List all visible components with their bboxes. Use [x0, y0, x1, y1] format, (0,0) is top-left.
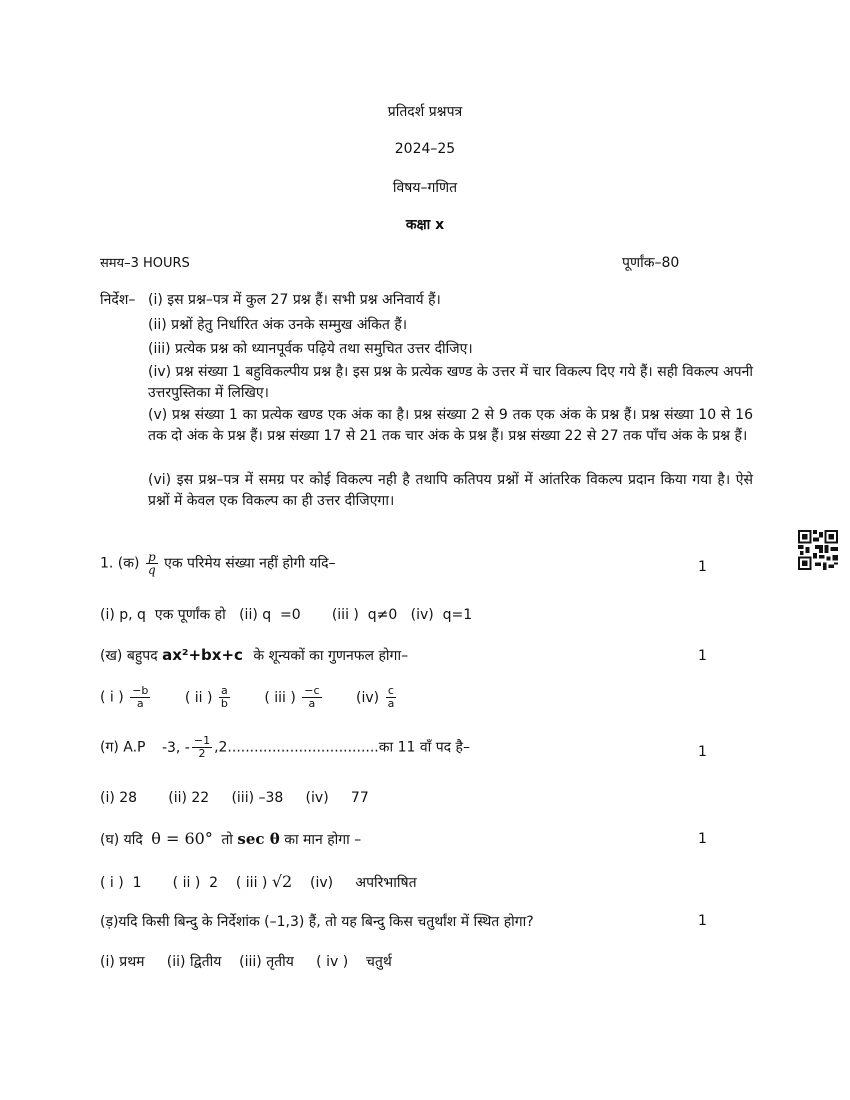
question-marks: 1 — [698, 913, 707, 929]
max-marks-label: पूर्णांक–80 — [622, 255, 680, 271]
paper-class: कक्षा x — [405, 217, 445, 233]
question-options: (i) प्रथम (ii) द्वितीय (iii) तृतीय ( iv ) चतुर्थ — [100, 954, 392, 970]
question-options — [100, 872, 417, 892]
option-label: ( i ) — [100, 689, 124, 706]
option-fraction: $\frac{a}{b}$ — [220, 684, 228, 710]
question-1d — [100, 829, 361, 849]
qr-code-icon — [798, 530, 838, 570]
option-text: (iv) अपरिभाषित — [310, 875, 417, 891]
theta-expression: θ = 60° — [151, 829, 213, 848]
question-prefix: (ख) बहुपद — [100, 648, 158, 664]
question-options: (i) 28 (ii) 22 (iii) –38 (iv) 77 — [100, 790, 369, 806]
option-label: (iv) — [356, 689, 380, 706]
instruction-item: (i) इस प्रश्न–पत्र में कुल 27 प्रश्न हैं। सभी प्रश्न अनिवार्य हैं। — [148, 292, 441, 308]
option-fraction: $\frac{c}{a}$ — [387, 684, 395, 710]
question-1a — [100, 551, 336, 576]
question-1c — [100, 735, 470, 760]
instruction-item: (ii) प्रश्नों हेतु निर्धारित अंक उनके सम्मुख अंकित हैं। — [148, 317, 408, 333]
paper-subject: विषय–गणित — [392, 180, 458, 196]
instruction-item: (iii) प्रत्येक प्रश्न को ध्यानपूर्वक पढ़िये तथा समुचित उत्तर दीजिए। — [148, 341, 473, 357]
instruction-item: (v) प्रश्न संख्या 1 का प्रत्येक खण्ड एक अंक का है। प्रश्न संख्या 2 से 9 तक एक अंक के प्रश्न हैं। प्रश्न संख्या 10 से 16 तक दो अंक के प्रश्न हैं। प्रश्न संख्या 17 से 21 तक चार अंक के प्रश्न हैं। प्रश्न संख्या 22 से 27 तक पाँच अंक के प्रश्न हैं। — [148, 407, 753, 444]
question-marks: 1 — [698, 831, 707, 847]
fraction-p-q: $\frac{p}{q}$ — [147, 550, 156, 577]
instructions-label: निर्देश– — [100, 292, 136, 308]
question-1e: (ड़)यदि किसी बिन्दु के निर्देशांक (–1,3) हैं, तो यह बिन्दु किस चतुर्थांश में स्थित होगा? — [100, 914, 534, 930]
question-connector: तो — [221, 832, 233, 848]
question-prefix: (ग) A.P — [100, 739, 146, 756]
question-marks: 1 — [698, 559, 707, 575]
question-text: के शून्यकों का गुणनफल होगा– — [253, 648, 409, 664]
option-fraction: $\frac{-c}{a}$ — [304, 684, 320, 710]
polynomial-expression: ax²+bx+c — [162, 646, 243, 664]
sequence-fraction: $\frac{-1}{2}$ — [193, 734, 211, 760]
option-label: ( iii ) — [264, 689, 296, 706]
instruction-item: (iv) प्रश्न संख्या 1 बहुविकल्पीय प्रश्न है। इस प्रश्न के प्रत्येक खण्ड के उत्तर में चार विकल्प दिए गये हैं। सही विकल्प अपनी उत्तरपुस्तिका में लिखिए। — [148, 364, 753, 401]
question-text: एक परिमेय संख्या नहीं होगी यदि– — [164, 555, 336, 572]
sequence-start: -3, - — [161, 739, 190, 756]
option-text: ( i ) 1 ( ii ) 2 ( iii ) — [100, 875, 268, 891]
question-prefix: (घ) यदि — [100, 832, 143, 848]
sec-expression: sec θ — [237, 830, 280, 848]
instruction-item: (vi) इस प्रश्न–पत्र में समग्र पर कोई विकल्प नही है तथापि कतिपय प्रश्नों में आंतरिक विकल्प प्रदान किया गया है। ऐसे प्रश्नों में केवल एक विकल्प का ही उत्तर दीजिएगा। — [148, 472, 753, 509]
option-fraction: $\frac{-b}{a}$ — [132, 684, 149, 710]
sequence-end: ,2..................................का 11 वाँ पद है– — [214, 739, 470, 756]
paper-title: प्रतिदर्श प्रश्नपत्र — [387, 104, 463, 120]
question-options: (i) p, q एक पूर्णांक हो (ii) q =0 (iii ) q≠0 (iv) q=1 — [100, 607, 473, 623]
question-marks: 1 — [698, 648, 707, 664]
question-1b — [100, 646, 408, 665]
sqrt-two: √2 — [271, 872, 293, 891]
question-marks: 1 — [698, 744, 707, 760]
option-label: ( ii ) — [184, 689, 213, 706]
question-options — [100, 685, 398, 710]
paper-year: 2024–25 — [394, 141, 456, 157]
question-prefix: 1. (क) — [100, 555, 140, 572]
time-label: समय–3 HOURS — [100, 256, 190, 271]
question-text: का मान होगा – — [284, 832, 362, 848]
